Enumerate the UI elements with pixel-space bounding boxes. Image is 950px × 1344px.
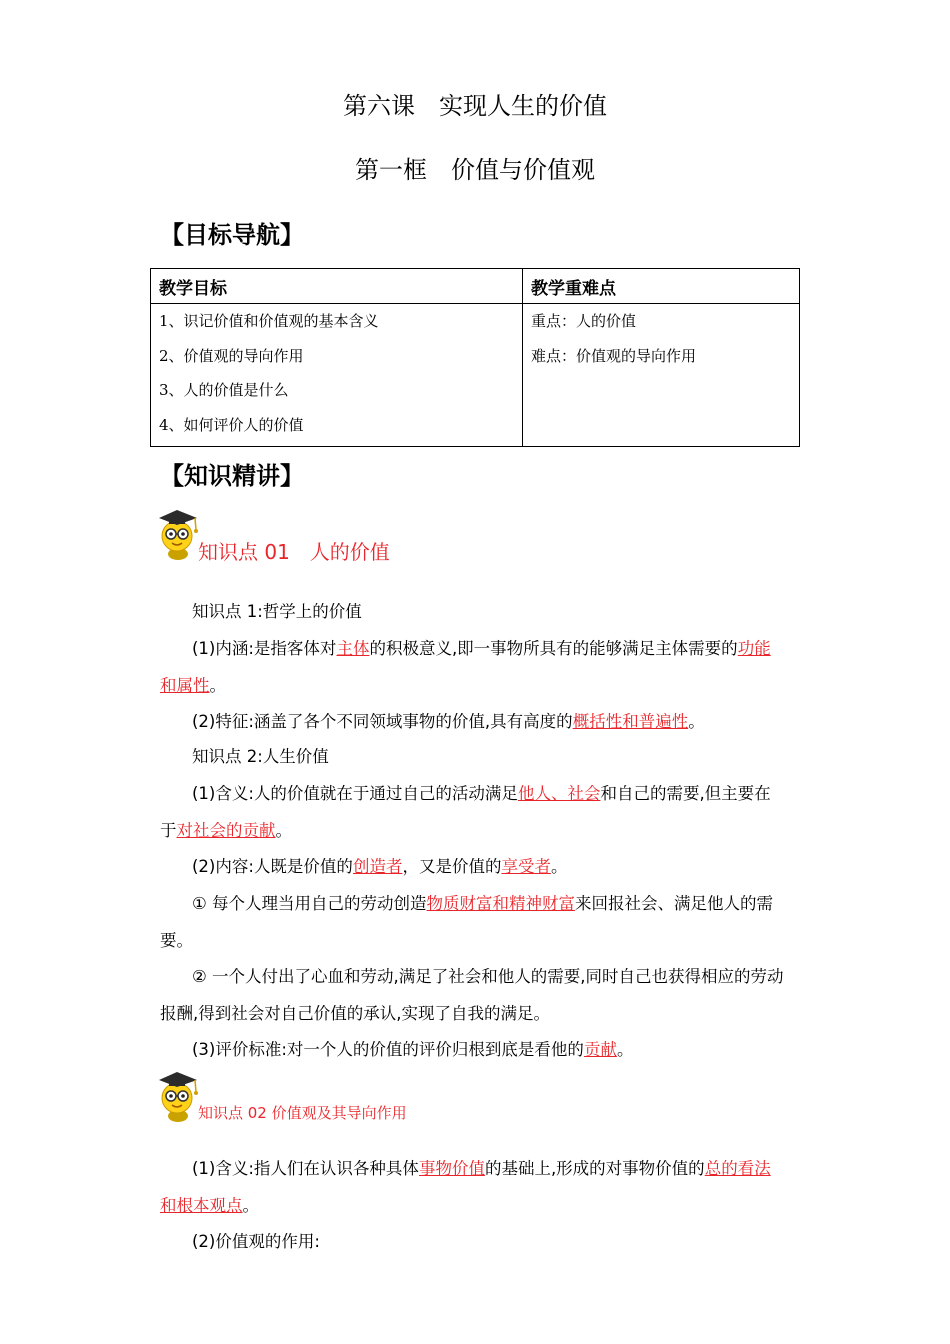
text-span: 。 [550, 857, 568, 876]
scholar-mascot-icon [155, 506, 201, 562]
text-span: 。 [242, 1196, 259, 1215]
text-span: 来回报社会、满足他人的需要。 [160, 894, 774, 950]
kp1-paragraph: 知识点 1:哲学上的价值 [192, 602, 362, 621]
kp1-paragraph: ② 一个人付出了心血和劳动,满足了社会和他人的需要,同时自己也获得相应的劳动报酬,得到社会对自己价值的承认,实现了自我的满足。 [160, 967, 784, 1023]
underlined-term: 创造者 [352, 857, 403, 876]
lesson-title: 第六课 实现人生的价值 [343, 92, 607, 120]
knowledge-heading: 【知识精讲】 [160, 462, 304, 490]
underlined-term: 贡献 [583, 1040, 617, 1059]
objective-item: 1、识记价值和价值观的基本含义 [159, 312, 379, 330]
text-span: 的基础上,形成的对事物价值的 [484, 1159, 705, 1178]
objective-item: 2、价值观的导向作用 [159, 346, 304, 365]
objectives-cell [151, 304, 523, 447]
underlined-term: 享受者 [501, 857, 551, 876]
key-point-item: 重点：人的价值 [531, 312, 637, 330]
text-span: (2)内容:人既是价值的 [192, 857, 353, 876]
key-points-header: 教学重难点 [523, 269, 800, 304]
target-nav-heading: 【目标导航】 [160, 221, 304, 249]
text-span: (2)特征:涵盖了各个不同领域事物的价值,具有高度的 [192, 712, 573, 731]
kp1-title: 知识点 01 人的价值 [198, 540, 390, 564]
key-points-cell [523, 304, 800, 447]
underlined-term: 物质财富和精神财富 [426, 894, 576, 913]
objective-item: 3、人的价值是什么 [159, 381, 289, 399]
underlined-term: 社会 [567, 784, 601, 803]
kp1-paragraph [160, 703, 785, 740]
text-span: ，又是价值的 [402, 857, 502, 876]
underlined-term: 他人 [517, 784, 551, 803]
text-span: ① 每个人理当用自己的劳动创造 [192, 894, 427, 913]
text-span: (3)评价标准:对一个人的价值的评价归根到底是看他的 [192, 1040, 584, 1059]
kp1-paragraph [160, 630, 785, 704]
kp1-paragraph [160, 775, 785, 849]
underlined-term: 对社会的贡献 [176, 821, 276, 840]
text-span: 。 [275, 821, 292, 840]
text-span: (1)含义:指人们在认识各种具体 [192, 1159, 419, 1178]
text-span: 和自己的需要,但主要在于 [160, 784, 771, 840]
underlined-term: 事物价值 [418, 1159, 485, 1178]
text-span: 的积极意义,即一事物所具有的能够满足主体需要的 [369, 639, 738, 658]
kp1-paragraph [160, 885, 785, 959]
scholar-mascot-icon [155, 1068, 201, 1124]
text-span: 。 [209, 676, 226, 695]
kp1-paragraph [160, 1031, 785, 1068]
underlined-term: 功能和属性 [160, 639, 771, 695]
goals-table-header [151, 269, 800, 304]
goals-table-row [151, 304, 800, 447]
kp2-title: 知识点 02 价值观及其导向作用 [198, 1104, 407, 1122]
underlined-term: 、 [550, 784, 568, 803]
key-point-item: 难点：价值观的导向作用 [531, 346, 697, 365]
objectives-header: 教学目标 [151, 269, 523, 304]
objective-item: 4、如何评价人的价值 [159, 415, 304, 434]
underlined-term: 主体 [336, 639, 370, 658]
underlined-term: 总的看法和根本观点 [160, 1159, 771, 1215]
text-span: 。 [688, 712, 705, 731]
kp1-paragraph: 知识点 2:人生价值 [192, 747, 329, 766]
underlined-term: 概括性和普遍性 [572, 712, 689, 731]
text-span: (1)含义:人的价值就在于通过自己的活动满足 [192, 784, 518, 803]
kp2-paragraph [160, 1150, 785, 1224]
frame-title: 第一框 价值与价值观 [355, 156, 595, 184]
text-span: 。 [616, 1040, 634, 1059]
text-span: (1)内涵:是指客体对 [192, 639, 337, 658]
kp1-paragraph [160, 848, 785, 885]
kp2-paragraph: (2)价值观的作用: [192, 1232, 320, 1251]
goals-table [150, 268, 800, 447]
